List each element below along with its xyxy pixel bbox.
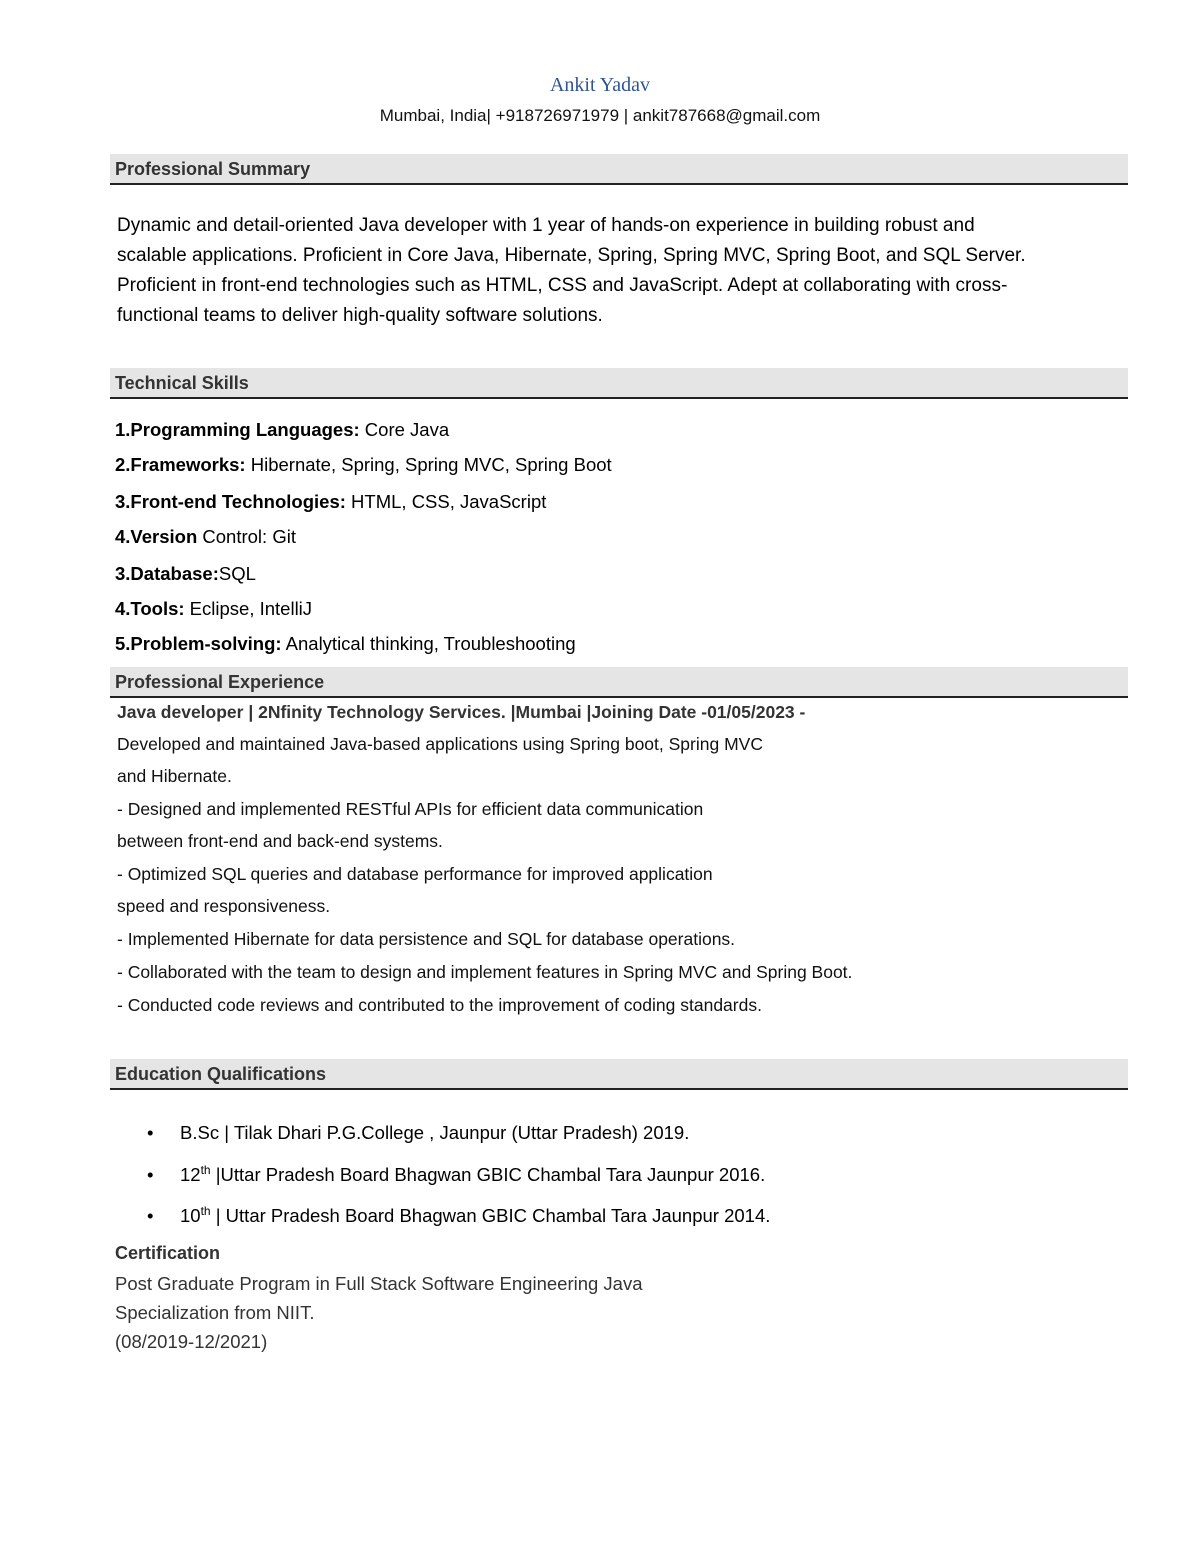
- experience-line: - Designed and implemented RESTful APIs for efficient data communication: [117, 799, 704, 819]
- skill-label: 3.Database:: [115, 563, 219, 584]
- skill-label: 3.Front-end Technologies:: [115, 491, 346, 512]
- certification-title: Certification: [115, 1243, 221, 1263]
- job-header: Java developer | 2Nfinity Technology Services. |Mumbai |Joining Date -01/05/2023 -: [117, 702, 806, 722]
- experience-line: - Conducted code reviews and contributed to the improvement of coding standards.: [117, 995, 762, 1015]
- summary-line: Proficient in front-end technologies such as HTML, CSS and JavaScript. Adept at collaborating with cross-: [117, 275, 1008, 296]
- summary-line: functional teams to deliver high-quality software solutions.: [117, 305, 603, 326]
- contact-line: Mumbai, India| +918726971979 | ankit787668@gmail.com: [379, 106, 821, 125]
- section-header-summary: Professional Summary: [110, 154, 1128, 185]
- education-grade-suffix: th: [200, 1163, 211, 1177]
- skill-label: 5.Problem-solving:: [115, 633, 282, 654]
- education-grade-suffix: th: [200, 1204, 211, 1218]
- summary-line: Dynamic and detail-oriented Java developer with 1 year of hands-on experience in building robust and: [117, 215, 975, 236]
- education-grade: 10: [180, 1205, 201, 1227]
- certification-line: Post Graduate Program in Full Stack Software Engineering Java: [115, 1273, 643, 1294]
- skill-item: [115, 526, 296, 548]
- skill-label: 4.Version: [115, 526, 198, 547]
- skill-label: 4.Tools:: [115, 598, 185, 619]
- skill-item: [115, 633, 576, 655]
- skill-value: Eclipse, IntelliJ: [184, 598, 313, 619]
- education-item: [147, 1122, 689, 1144]
- experience-line: speed and responsiveness.: [117, 896, 331, 916]
- skill-value: Analytical thinking, Troubleshooting: [281, 633, 576, 654]
- skill-value: HTML, CSS, JavaScript: [345, 491, 547, 512]
- education-text: | Uttar Pradesh Board Bhagwan GBIC Chambal Tara Jaunpur 2014.: [210, 1205, 771, 1227]
- skill-item: [115, 563, 256, 585]
- section-header-experience: Professional Experience: [110, 667, 1128, 698]
- section-header-education: Education Qualifications: [110, 1059, 1128, 1090]
- education-grade: 12: [180, 1164, 201, 1186]
- experience-line: between front-end and back-end systems.: [117, 831, 443, 851]
- skill-item: [115, 454, 612, 476]
- skill-value: SQL: [218, 563, 256, 584]
- bullet-icon: •: [147, 1164, 154, 1186]
- experience-line: - Optimized SQL queries and database performance for improved application: [117, 864, 713, 884]
- skill-value: Control: Git: [197, 526, 296, 547]
- skill-item: [115, 598, 312, 620]
- bullet-icon: •: [147, 1205, 154, 1227]
- summary-paragraph: [117, 211, 1097, 331]
- experience-line: - Collaborated with the team to design and implement features in Spring MVC and Spring Boot.: [117, 962, 853, 982]
- skill-item: [115, 419, 449, 441]
- candidate-name: Ankit Yadav: [549, 74, 650, 96]
- education-text: B.Sc | Tilak Dhari P.G.College , Jaunpur (Uttar Pradesh) 2019.: [180, 1122, 690, 1143]
- skill-value: Core Java: [359, 419, 450, 440]
- summary-line: scalable applications. Proficient in Core Java, Hibernate, Spring, Spring MVC, Spring Boot, and SQL Server.: [117, 245, 1026, 266]
- skill-label: 2.Frameworks:: [115, 454, 246, 475]
- section-header-skills: Technical Skills: [110, 368, 1128, 399]
- experience-line: - Implemented Hibernate for data persistence and SQL for database operations.: [117, 929, 736, 949]
- bullet-icon: •: [147, 1122, 154, 1143]
- skill-label: 1.Programming Languages:: [115, 419, 360, 440]
- education-item: [147, 1163, 765, 1186]
- certification-line: (08/2019-12/2021): [115, 1331, 268, 1352]
- skill-item: [115, 491, 546, 513]
- education-text: |Uttar Pradesh Board Bhagwan GBIC Chambal Tara Jaunpur 2016.: [210, 1164, 766, 1186]
- experience-line: Developed and maintained Java-based applications using Spring boot, Spring MVC: [117, 734, 763, 754]
- certification-line: Specialization from NIIT.: [115, 1302, 315, 1323]
- skill-value: Hibernate, Spring, Spring MVC, Spring Boot: [245, 454, 612, 475]
- experience-line: and Hibernate.: [117, 766, 232, 786]
- education-item: [147, 1204, 770, 1227]
